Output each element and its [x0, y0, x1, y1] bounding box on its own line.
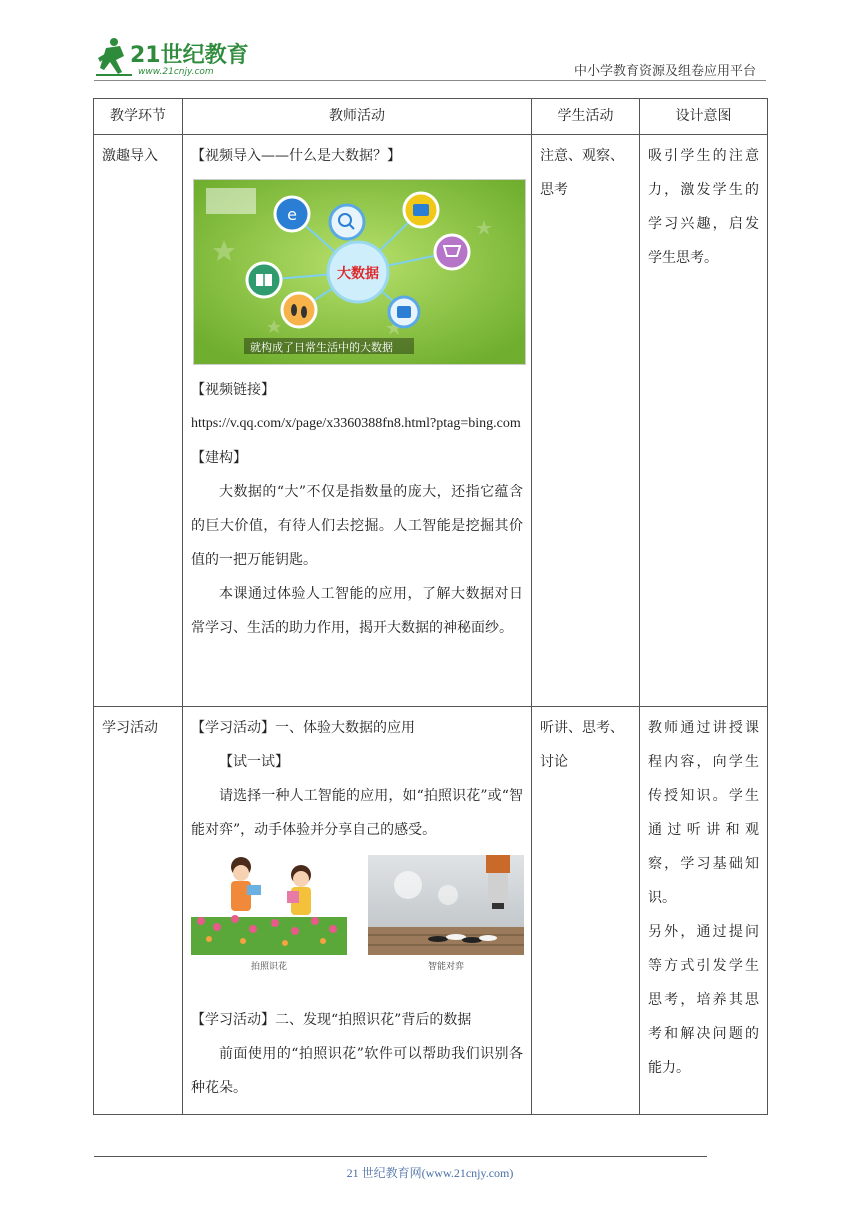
big-data-video-image	[193, 179, 526, 365]
logo-url: www.21cnjy.com	[138, 67, 214, 77]
intent-paragraph-1: 教师通过讲授课程内容，向学生传授知识。学生通过听讲和观察，学习基础知识。	[648, 720, 759, 906]
video-link-label: 【视频链接】	[191, 382, 275, 398]
svg-text:e: e	[287, 205, 297, 224]
col-header-intent: 设计意图	[640, 99, 768, 135]
header-rule	[94, 80, 766, 81]
col-header-stage: 教学环节	[94, 99, 183, 135]
stage-cell: 学习活动	[94, 707, 183, 1115]
example-images	[191, 855, 524, 975]
try-paragraph: 请选择一种人工智能的应用，如“拍照识花”或“智能对弈”，动手体验并分享自己的感受。	[191, 788, 523, 838]
col-header-teacher: 教师活动	[183, 99, 532, 135]
teacher-cell	[183, 135, 532, 707]
intent-paragraph-2: 另外，通过提问等方式引发学生思考，培养其思考和解决问题的能力。	[648, 924, 759, 1076]
teacher-cell	[183, 707, 532, 1115]
logo	[94, 34, 264, 78]
photo-flower-figure	[191, 855, 347, 975]
footer-rule	[94, 1156, 707, 1157]
intent-cell: 吸引学生的注意力，激发学生的学习兴趣，启发学生思考。	[640, 135, 768, 707]
video-link-url[interactable]: https://v.qq.com/x/page/x3360388fn8.html?ptag=bing.com	[191, 416, 521, 431]
try-label: 【试一试】	[219, 754, 289, 770]
activity-2-paragraph: 前面使用的“拍照识花”软件可以帮助我们识别各种花朵。	[191, 1046, 523, 1096]
video-intro-title: 【视频导入——什么是大数据？】	[191, 148, 401, 164]
student-cell: 注意、观察、思考	[532, 135, 640, 707]
table-row	[94, 707, 768, 1115]
activity-1-title: 【学习活动】一、体验大数据的应用	[191, 720, 415, 736]
stage-cell: 激趣导入	[94, 135, 183, 707]
intent-cell	[640, 707, 768, 1115]
footer-text[interactable]: 21 世纪教育网(www.21cnjy.com)	[346, 1166, 514, 1180]
platform-name: 中小学教育资源及组卷应用平台	[573, 64, 756, 79]
image-caption: 就构成了日常生活中的大数据	[250, 341, 393, 354]
photo-flower-caption: 拍照识花	[250, 962, 287, 972]
ai-go-image	[368, 855, 524, 955]
table-row	[94, 135, 768, 707]
build-paragraph-1: 大数据的“大”不仅是指数量的庞大，还指它蕴含的巨大价值，有待人们去挖掘。人工智能是挖掘其价值的一把万能钥匙。	[191, 484, 523, 568]
ai-go-caption: 智能对弈	[427, 962, 464, 972]
table-header-row	[94, 99, 768, 135]
photo-flower-image	[191, 855, 347, 955]
activity-2-title: 【学习活动】二、发现“拍照识花”背后的数据	[191, 1012, 472, 1028]
ai-go-figure	[368, 855, 524, 975]
build-paragraph-2: 本课通过体验人工智能的应用，了解大数据对日常学习、生活的助力作用，揭开大数据的神秘面纱。	[191, 586, 523, 636]
col-header-student: 学生活动	[532, 99, 640, 135]
image-center-label: 大数据	[337, 266, 379, 282]
lesson-plan-table	[93, 98, 768, 1115]
student-cell: 听讲、思考、讨论	[532, 707, 640, 1115]
logo-text: 21世纪教育	[130, 43, 249, 68]
build-label: 【建构】	[191, 450, 247, 466]
